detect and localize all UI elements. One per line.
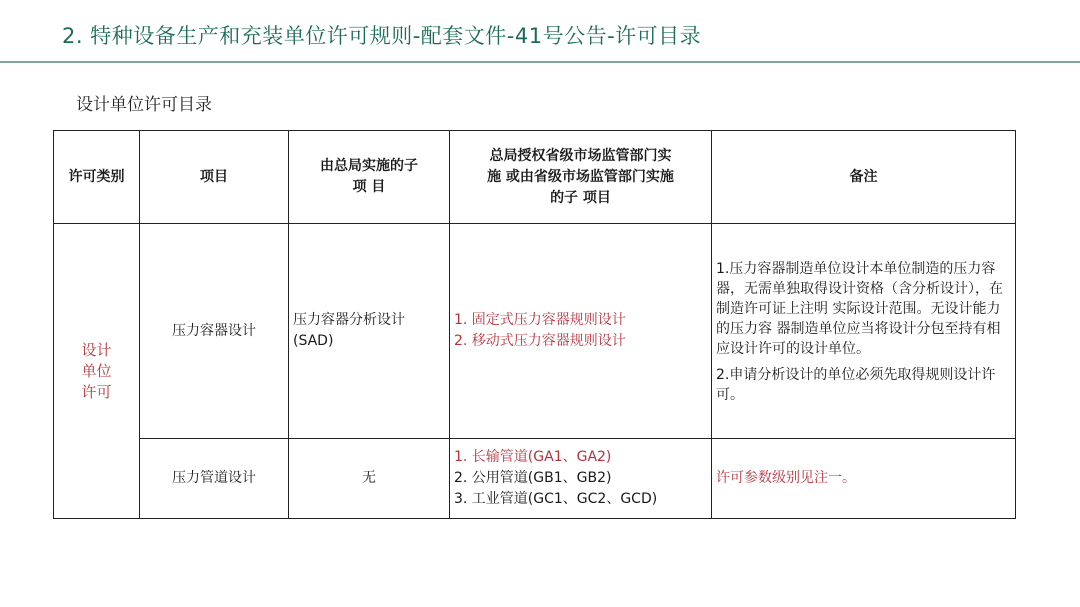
page-title: 2. 特种设备生产和充装单位许可规则-配套文件-41号公告-许可目录 — [62, 24, 702, 48]
table-row — [54, 439, 1016, 519]
notes-cell: 许可参数级别见注一。 — [712, 439, 1016, 519]
list-item: 1. 固定式压力容器规则设计 — [454, 312, 626, 328]
hq-subitem-cell: 压力容器分析设计 (SAD) — [289, 224, 450, 439]
header-province-subitems: 总局授权省级市场监管部门实 施 或由省级市场监管部门实施 的子 项目 — [450, 131, 712, 224]
list-item: 2. 公用管道(GB1、GB2) — [454, 470, 612, 486]
table-row — [54, 224, 1016, 439]
header-category: 许可类别 — [54, 131, 140, 224]
project-cell: 压力容器设计 — [140, 224, 289, 439]
header-project: 项目 — [140, 131, 289, 224]
header-hq-subitems: 由总局实施的子 项 目 — [289, 131, 450, 224]
list-item: 1. 长输管道(GA1、GA2) — [454, 449, 612, 465]
province-subitem-cell — [450, 439, 712, 519]
hq-subitem-cell: 无 — [289, 439, 450, 519]
notes-cell — [712, 224, 1016, 439]
table-caption: 设计单位许可目录 — [76, 95, 212, 115]
title-divider — [0, 61, 1080, 63]
note-paragraph: 1.压力容器制造单位设计本单位制造的压力容器，无需单独取得设计资格（含分析设计），在制造许可证上注明 实际设计范围。无设计能力的压力容 器制造单位应当将设计分包至持有相 应设计许可的设计单位。 — [716, 261, 1003, 357]
list-item: 3. 工业管道(GC1、GC2、GCD) — [454, 491, 658, 507]
license-table — [53, 130, 1016, 519]
project-cell: 压力管道设计 — [140, 439, 289, 519]
category-cell: 设计 单位 许可 — [54, 224, 140, 519]
header-notes: 备注 — [712, 131, 1016, 224]
province-subitem-cell — [450, 224, 712, 439]
note-paragraph: 2.申请分析设计的单位必须先取得规则设计许可。 — [716, 367, 996, 403]
list-item: 2. 移动式压力容器规则设计 — [454, 333, 626, 349]
table-header-row — [54, 131, 1016, 224]
